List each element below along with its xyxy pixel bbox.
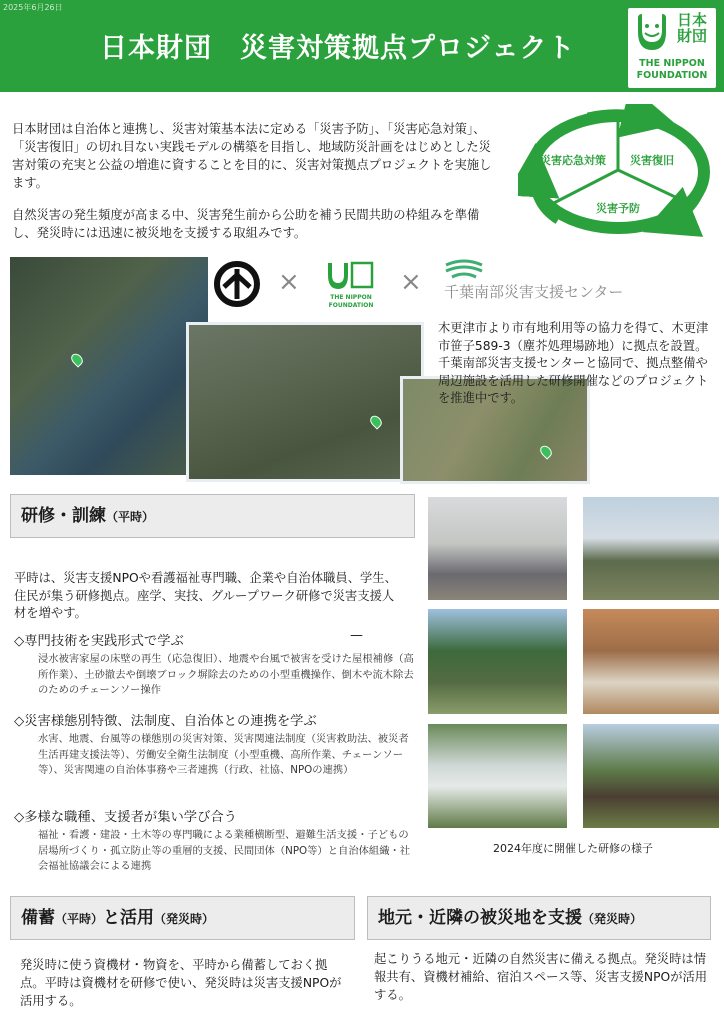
logo-kanji: 日本財団 — [676, 11, 707, 45]
training-tag: （平時） — [106, 510, 155, 524]
training-sub-text-2: 水害、地震、台風等の様態別の災害対策、災害関連法制度（災害救助法、被災者生活再建支援法等）、労働安全衛生法制度（小型重機、高所作業、チェーンソー等）、災害関連の自治体事務や三者連携（行政、社協、NPOの連携） — [38, 733, 409, 776]
intro-paragraph-1: 日本財団は自治体と連携し、災害対策基本法に定める「災害予防」、「災害応急対策」、「災害復旧」の切れ目ない実践モデルの構築を目指し、地域防災計画をはじめとした災害対策の充実と公益の増進に資することを目的に、災害対策拠点プロジェクトを実施します。 — [12, 122, 492, 190]
training-photo-outdoor-group — [583, 497, 719, 600]
times-symbol: × — [400, 267, 422, 297]
training-photo-classroom — [428, 497, 567, 600]
cycle-divider-left — [548, 170, 618, 206]
cycle-label-response: 災害応急対策 — [540, 154, 606, 167]
training-photo-excavator — [428, 609, 567, 714]
training-photo-house — [583, 724, 719, 828]
training-sub-heading-2: ◇災害様態別特徴、法制度、自治体との連携を学ぶ — [14, 714, 317, 729]
training-sub-text-3: 福祉・看護・建設・土木等の専門職による業種横断型、避難生活支援・子どもの居場所づくり・孤立防止等の重層的支援、民間団体（NPO等）と自治体組織・社会福祉協議会による連携 — [38, 829, 411, 872]
page-title: 日本財団 災害対策拠点プロジェクト — [100, 33, 576, 64]
partner-logos — [212, 257, 692, 313]
local-support-section-header — [367, 896, 711, 940]
local-body: 起こりうる地元・近隣の自然災害に備える拠点。発災時は情報共有、資機材補給、宿泊スペース等、災害支援NPOが活用する。 — [374, 952, 708, 1002]
times-symbol: × — [278, 267, 300, 297]
stockpile-title-1: 備蓄 — [21, 908, 55, 928]
map-pin-icon — [368, 413, 384, 429]
divider-dash: — — [350, 628, 363, 643]
stockpile-title-2: と活用 — [103, 908, 155, 928]
training-title: 研修・訓練 — [21, 506, 106, 526]
stockpile-section-header — [10, 896, 355, 940]
stockpile-body: 発災時に使う資機材・物資を、平時から備蓄しておく拠点。平時は資機材を研修で使い、発災時は災害支援NPOが活用する。 — [20, 958, 342, 1008]
svg-text:THE NIPPON: THE NIPPON — [330, 294, 372, 301]
header-banner — [0, 0, 724, 92]
training-sub-heading-1: ◇専門技術を実践形式で学ぶ — [14, 634, 184, 649]
training-sub-heading-3: ◇多様な職種、支援者が集い学び合う — [14, 810, 237, 825]
stockpile-tag-2: （発災時） — [154, 912, 215, 926]
logo-en-line1: THE NIPPON — [639, 58, 705, 69]
cycle-divider-right — [618, 170, 690, 204]
cycle-arrow-top — [588, 114, 650, 118]
disaster-cycle-diagram — [518, 104, 718, 244]
training-body: 平時は、災害支援NPOや看護福祉専門職、企業や自治体職員、学生、住民が集う研修拠点。座学、実技、グループワーク研修で災害支援人材を増やす。 — [14, 571, 397, 620]
training-section-header — [10, 494, 415, 538]
chiba-center-name: 千葉南部災害支援センター — [444, 283, 624, 301]
map-pin-icon — [69, 351, 85, 367]
stockpile-tag-1: （平時） — [55, 912, 104, 926]
nippon-foundation-logo — [628, 8, 716, 88]
map-city — [186, 322, 424, 482]
photo-caption: 2024年度に開催した研修の様子 — [493, 842, 653, 855]
intro-paragraph-2: 自然災害の発生頻度が高まる中、災害発生前から公助を補う民間共助の枠組みを準備し、発災時には迅速に被災地を支援する取組みです。 — [12, 208, 480, 240]
local-tag: （発災時） — [582, 912, 643, 926]
kisarazu-city-emblem-icon — [214, 261, 260, 307]
svg-text:FOUNDATION: FOUNDATION — [328, 302, 374, 309]
nippon-foundation-mini-logo-icon — [324, 259, 378, 311]
chiba-center-wave-icon — [444, 259, 484, 281]
training-sub-text-1: 浸水被害家屋の床壁の再生（応急復旧）、地震や台風で被害を受けた屋根補修（高所作業）、土砂撤去や倒壊ブロック塀除去のための小型重機操作、倒木や流木除去のためのチェーンソー操作 — [38, 653, 414, 696]
date-stamp: 2025年6月26日 — [3, 3, 63, 12]
logo-english — [628, 58, 716, 82]
cycle-label-recovery: 災害復旧 — [630, 154, 674, 167]
site-description: 木更津市より市有地利用等の協力を得て、木更津市笹子589-3（塵芥処理場跡地）に拠点を設置。千葉南部災害支援センターと協同で、拠点整備や周辺施設を活用した研修開催などのプロジェクトを推進中です。 — [438, 321, 709, 405]
cycle-arrow-right — [668, 174, 704, 222]
map-pin-icon — [538, 443, 554, 459]
cycle-label-prevention: 災害予防 — [596, 202, 640, 215]
smile-face-icon — [634, 12, 670, 54]
map-regional — [10, 257, 208, 475]
logo-en-line2: FOUNDATION — [636, 70, 708, 81]
training-photo-truck — [428, 724, 567, 828]
training-photo-tabletop — [583, 609, 719, 714]
local-title: 地元・近隣の被災地を支援 — [378, 908, 582, 928]
